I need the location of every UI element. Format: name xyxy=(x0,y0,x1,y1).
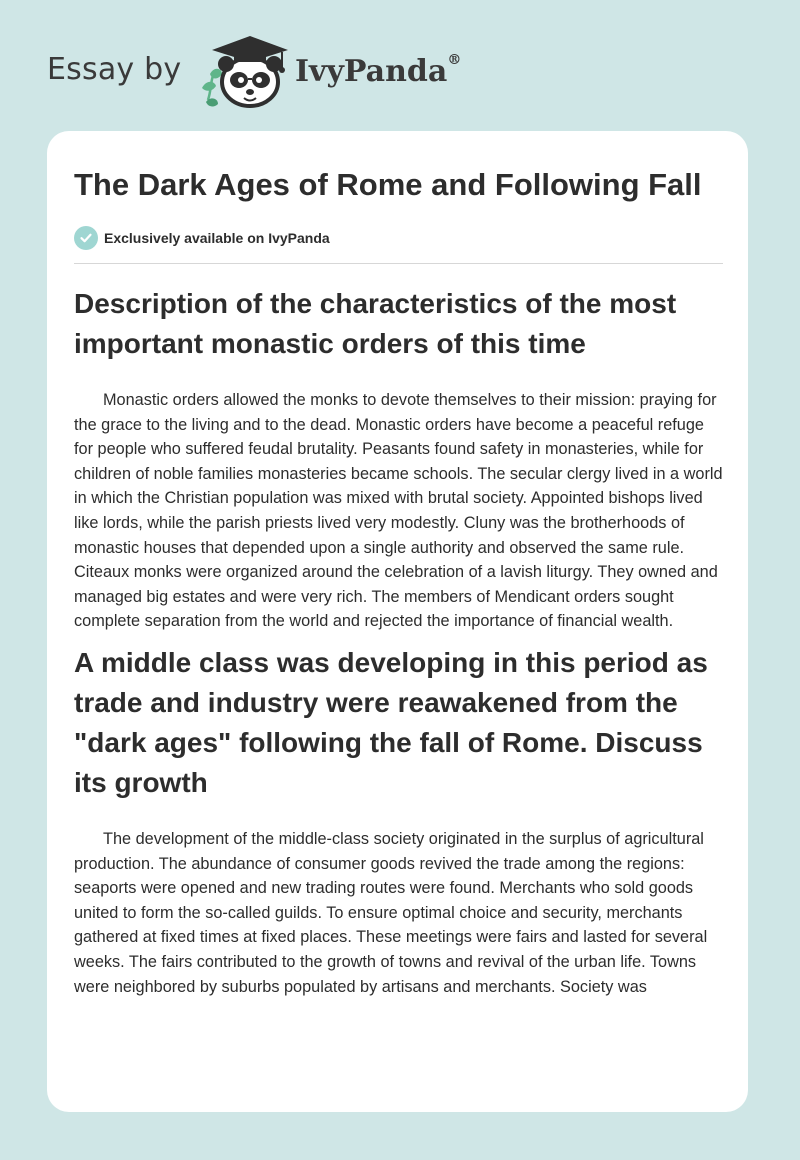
section-paragraph-middle-class: The development of the middle-class society originated in the surplus of agricultural production. The abundance of consumer goods revived the trade among the regions: seaports were opened and new trading routes were found. Merchants who sold goods united to form the so-called guilds. To ensure optimal choice and security, merchants gathered at fixed times at fixed places. These meetings were fairs and lasted for several weeks. The fairs contributed to the growth of towns and revival of the urban life. Towns were neighbored by suburbs populated by artisans and merchants. Society was xyxy=(74,829,708,996)
brand-prefix: Essay by xyxy=(47,52,182,87)
brand-name xyxy=(295,54,461,89)
exclusive-label: Exclusively available on IvyPanda xyxy=(104,230,330,246)
essay-content xyxy=(74,164,724,999)
registered-mark: ® xyxy=(447,52,462,68)
section-paragraph-monastic-orders: Monastic orders allowed the monks to devote themselves to their mission: praying for the grace to the living and to the dead. Monastic orders have become a peaceful refuge for people who suffered feudal brutality. Peasants found safety in monasteries, while for children of noble families monasteries became schools. The secular clergy lived in a world in which the Christian population was mixed with brutal society. Appointed bishops lived like lords, while the parish priests lived very modestly. Cluny was the brotherhoods of monastic houses that depended upon a single authority and observed the same rule. Citeaux monks were organized around the celebration of a lavish liturgy. They owned and managed big estates and were very rich. The members of Mendicant orders sought complete separation from the world and rejected the importance of financial wealth. xyxy=(74,391,723,631)
section-heading-middle-class: A middle class was developing in this period as trade and industry were reawakened from the "dark ages" following the fall of Rome. Discuss its growth xyxy=(74,646,708,798)
brand-name-text: IvyPanda xyxy=(295,54,448,89)
check-circle-icon xyxy=(74,226,98,250)
essay-card xyxy=(47,131,748,1112)
title-divider xyxy=(74,263,723,264)
site-header xyxy=(0,0,800,130)
section-heading-monastic-orders: Description of the characteristics of the most important monastic orders of this time xyxy=(74,288,677,359)
exclusive-badge xyxy=(74,225,724,251)
essay-title: The Dark Ages of Rome and Following Fall xyxy=(74,167,702,202)
ivypanda-logo-icon[interactable] xyxy=(196,30,296,110)
